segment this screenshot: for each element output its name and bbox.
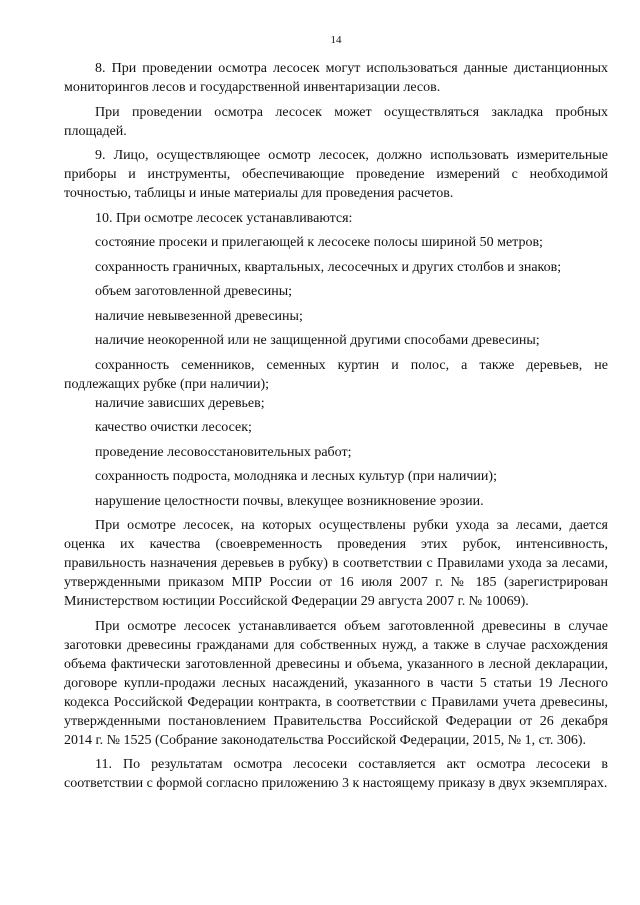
paragraph-8: 8. При проведении осмотра лесосек могут использоваться данные дистанционных мониторингов лесов и государственной инвентаризации лесов. bbox=[64, 61, 608, 95]
list-item: нарушение целостности почвы, влекущее возникновение эрозии. bbox=[95, 493, 484, 509]
list-item: наличие неокоренной или не защищенной другими способами древесины; bbox=[95, 333, 540, 348]
paragraph-trial-plots: При проведении осмотра лесосек может осуществляться закладка пробных площадей. bbox=[64, 104, 608, 139]
paragraph-11: 11. По результатам осмотра лесосеки составляется акт осмотра лесосеки в соответствии с формой согласно приложению 3 к настоящему приказу в двух экземплярах. bbox=[64, 757, 608, 791]
list-item: сохранность граничных, квартальных, лесосечных и других столбов и знаков; bbox=[95, 259, 562, 275]
list-item: качество очистки лесосек; bbox=[95, 420, 252, 435]
paragraph-10: 10. При осмотре лесосек устанавливаются: bbox=[95, 210, 353, 226]
paragraph-volume-assessment: При осмотре лесосек устанавливается объем заготовленной древесины в случае заготовки древесины гражданами для собственных нужд, а также в случае расхождения объема фактически заготовленной древесины и объема, указанного в лесной декларации, договоре купли-продажи лесных насаждений, указанного в части 5 статьи 19 Лесного кодекса Российской Федерации контракта, в соответствии с Правилами учета древесины, утвержденными постановлением Правительства Российской Федерации от 26 декабря 2014 г. № 1525 (Собрание законодательства Российской Федерации, 2015, № 1, ст. 306). bbox=[64, 618, 608, 748]
list-item: объем заготовленной древесины; bbox=[95, 284, 292, 299]
list-item: наличие зависших деревьев; bbox=[95, 395, 265, 411]
page-number: 14 bbox=[330, 34, 342, 46]
paragraph-9: 9. Лицо, осуществляющее осмотр лесосек, должно использовать измерительные приборы и инструменты, обеспечивающие проведение измерений с необходимой точностью, таблицы и иные материалы для проведения расчетов. bbox=[64, 148, 608, 201]
paragraph-thinning-assessment: При осмотре лесосек, на которых осуществлены рубки ухода за лесами, дается оценка их качества (своевременность проведения этих рубок, интенсивность, правильность назначения деревьев в рубку) в соответствии с Правилами ухода за лесами, утвержденными приказом МПР России от 16 июля 2007 г. № 185 (зарегистрирован Министерством юстиции Российской Федерации 29 августа 2007 г. № 10069). bbox=[64, 518, 608, 609]
list-item: наличие невывезенной древесины; bbox=[95, 308, 303, 324]
list-item: сохранность семенников, семенных куртин и полос, а также деревьев, не подлежащих рубке (при наличии); bbox=[64, 357, 608, 392]
list-item: состояние просеки и прилегающей к лесосеке полосы шириной 50 метров; bbox=[95, 235, 543, 250]
list-item: проведение лесовосстановительных работ; bbox=[95, 444, 352, 460]
document-body bbox=[64, 59, 608, 793]
list-item: сохранность подроста, молодняка и лесных культур (при наличии); bbox=[95, 469, 497, 484]
